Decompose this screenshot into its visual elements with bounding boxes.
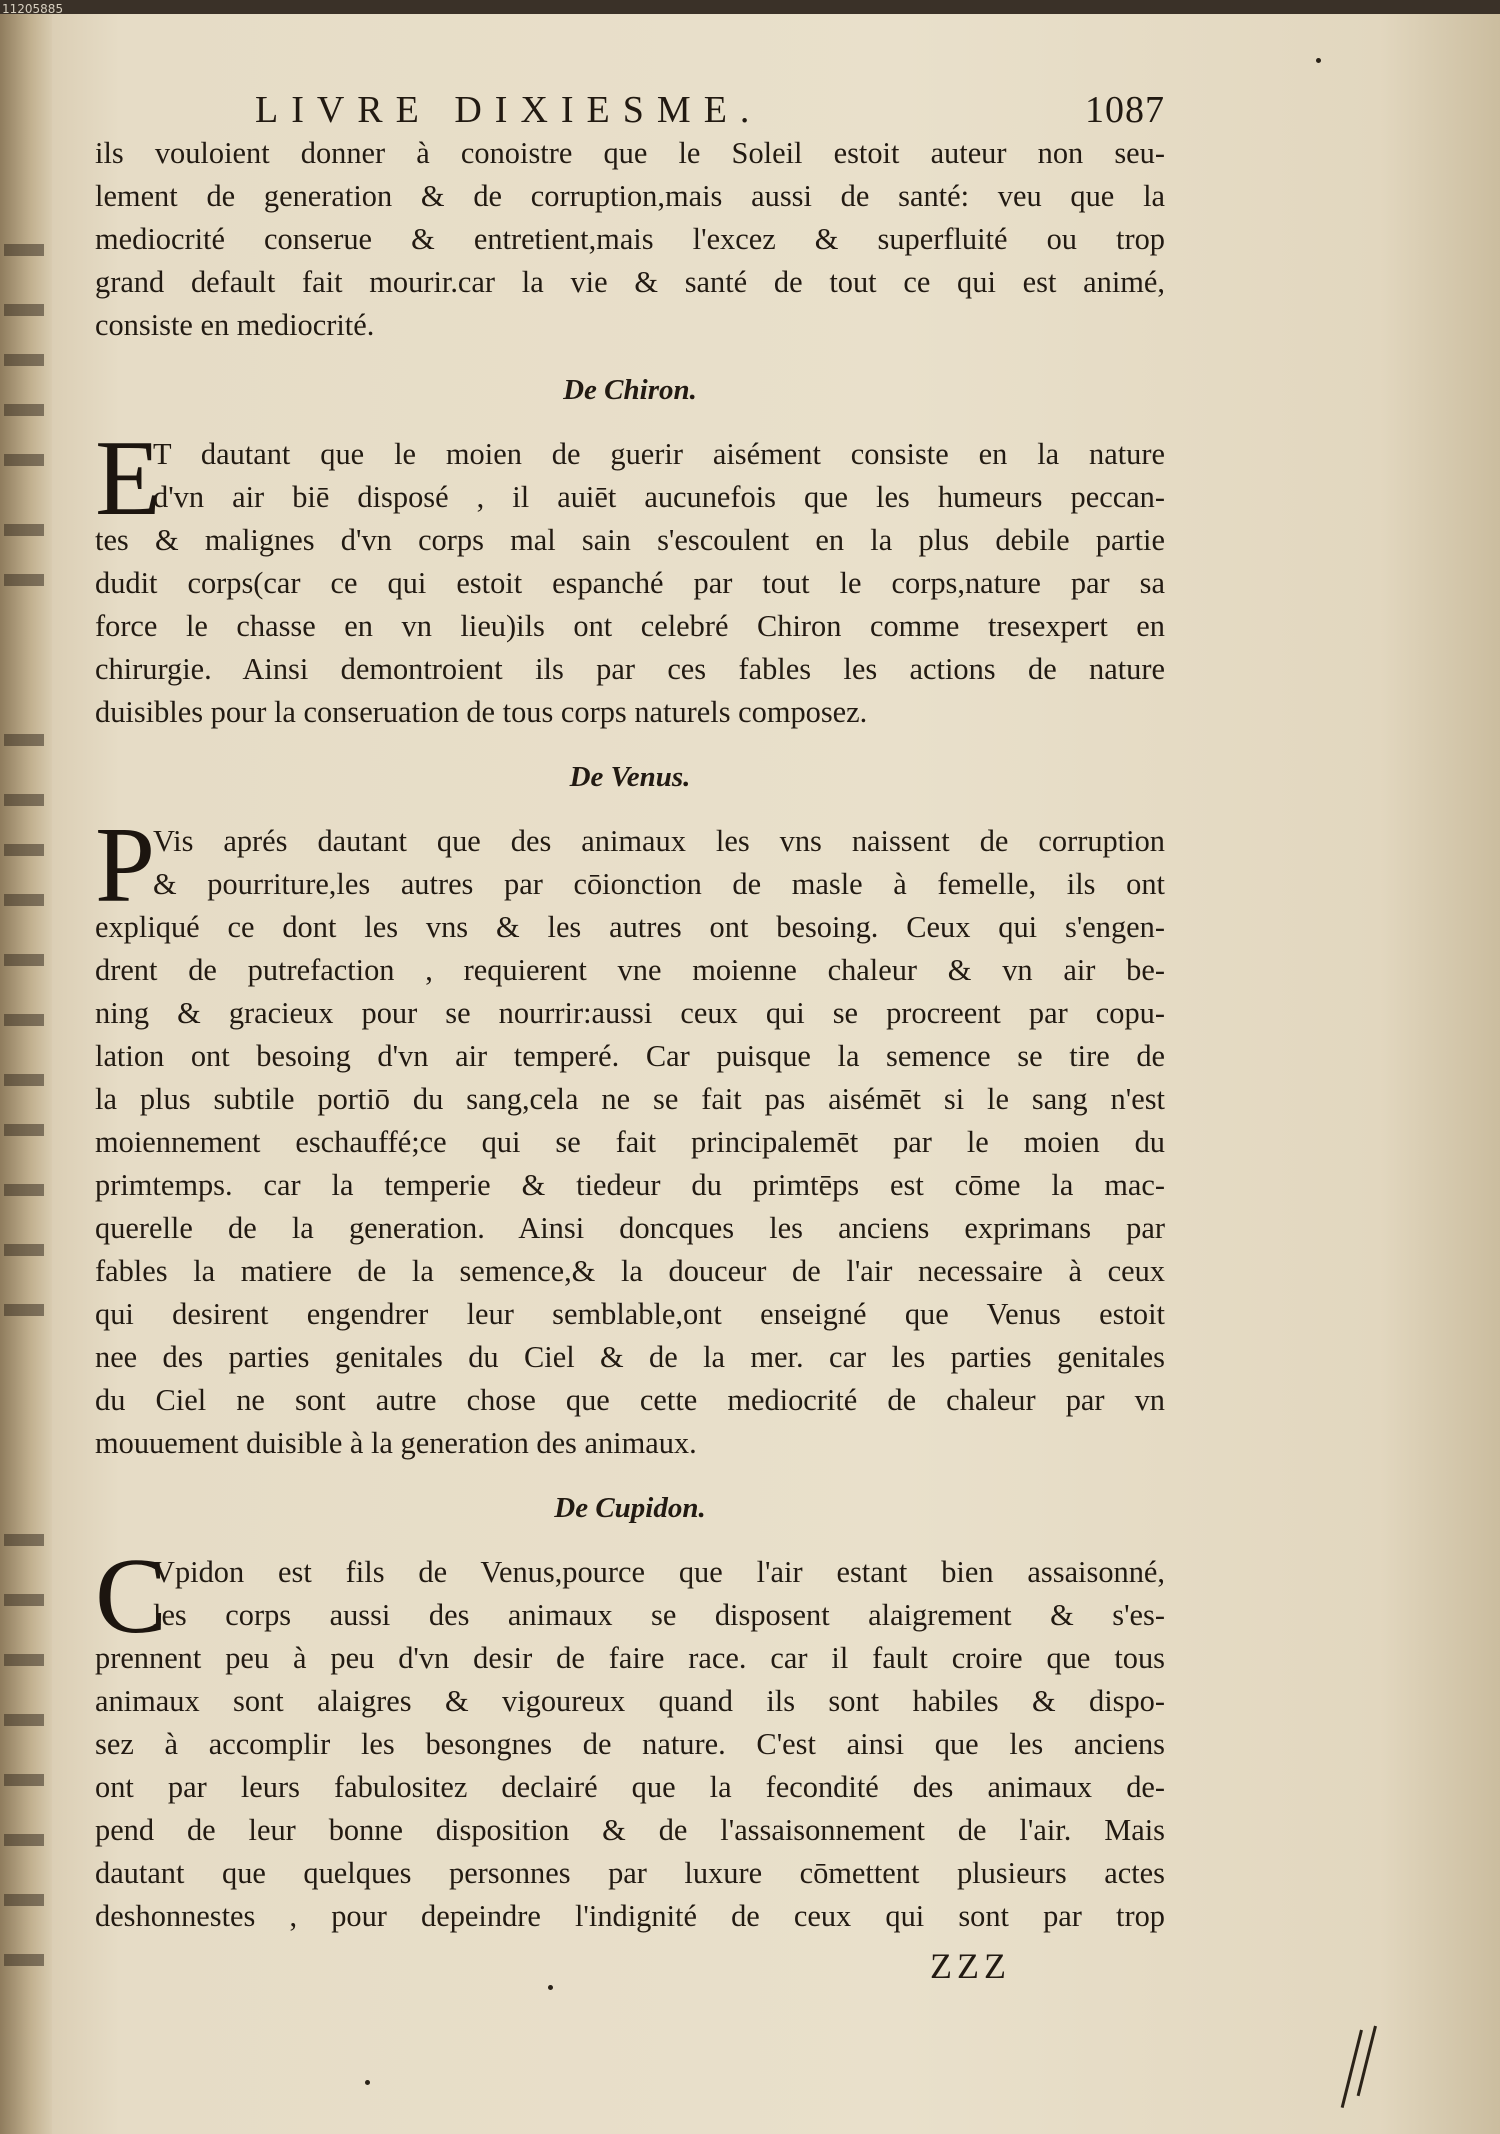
text-line: grand default fait mourir.car la vie & santé de tout ce qui est animé,	[95, 265, 1165, 299]
ink-speck	[1316, 58, 1321, 63]
bleed-through-mark	[4, 1654, 44, 1666]
bleed-through-mark	[4, 304, 44, 316]
bleed-through-mark	[4, 524, 44, 536]
ink-speck	[365, 2080, 370, 2085]
text-line: deshonnestes , pour depeindre l'indignité de ceux qui sont par trop	[95, 1899, 1165, 1933]
bleed-through-mark	[4, 1954, 44, 1966]
text-line: Vpidon est fils de Venus,pource que l'air estant bien assaisonné,	[153, 1555, 1165, 1589]
text-line: consiste en mediocrité.	[95, 308, 375, 342]
text-line: ils vouloient donner à conoistre que le Soleil estoit auteur non seu-	[95, 136, 1165, 170]
bleed-through-mark	[4, 894, 44, 906]
text-line: prennent peu à peu d'vn desir de faire race. car il fault croire que tous	[95, 1641, 1165, 1675]
section-paragraph	[95, 806, 1165, 1465]
bleed-through-mark	[4, 574, 44, 586]
drop-cap: E	[95, 419, 161, 538]
bleed-through-mark	[4, 1594, 44, 1606]
catchword: ZZZ	[930, 1946, 1011, 1986]
bleed-through-mark	[4, 404, 44, 416]
text-line: qui desirent engendrer leur semblable,ont enseigné que Venus estoit	[95, 1297, 1165, 1331]
gutter-spine	[0, 14, 52, 2134]
text-line: & pourriture,les autres par cōionction de masle à femelle, ils ont	[153, 867, 1165, 901]
bleed-through-mark	[4, 354, 44, 366]
text-line: drent de putrefaction , requierent vne moienne chaleur & vn air be-	[95, 953, 1165, 987]
text-line: force le chasse en vn lieu)ils ont celebré Chiron comme tresexpert en	[95, 609, 1165, 643]
bleed-through-mark	[4, 734, 44, 746]
text-line: lement de generation & de corruption,mais aussi de santé: veu que la	[95, 179, 1165, 213]
text-line: du Ciel ne sont autre chose que cette mediocrité de chaleur par vn	[95, 1383, 1165, 1417]
text-line: la plus subtile portiō du sang,cela ne se fait pas aisémēt si le sang n'est	[95, 1082, 1165, 1116]
text-line: Vis aprés dautant que des animaux les vns naissent de corruption	[153, 824, 1165, 858]
text-line: moiennement eschauffé;ce qui se fait principalemēt par le moien du	[95, 1125, 1165, 1159]
bleed-through-mark	[4, 794, 44, 806]
text-line: chirurgie. Ainsi demontroient ils par ces fables les actions de nature	[95, 652, 1165, 686]
bleed-through-mark	[4, 1014, 44, 1026]
page-number: 1087	[1085, 89, 1165, 131]
top-edge-shadow	[0, 0, 1500, 14]
drop-cap: C	[95, 1537, 168, 1656]
scan-id-label: 11205885	[2, 2, 64, 16]
ink-speck	[548, 1985, 553, 1990]
section-heading: De Chiron.	[563, 374, 697, 406]
text-line: primtemps. car la temperie & tiedeur du primtēps est cōme la mac-	[95, 1168, 1165, 1202]
text-line: pend de leur bonne disposition & de l'assaisonnement de l'air. Mais	[95, 1813, 1165, 1847]
bleed-through-mark	[4, 844, 44, 856]
text-line: sez à accomplir les besongnes de nature. C'est ainsi que les anciens	[95, 1727, 1165, 1761]
text-line: ning & gracieux pour se nourrir:aussi ceux qui se procreent par copu-	[95, 996, 1165, 1030]
bleed-through-mark	[4, 1304, 44, 1316]
text-line: lation ont besoing d'vn air temperé. Car puisque la semence se tire de	[95, 1039, 1165, 1073]
text-line: fables la matiere de la semence,& la douceur de l'air necessaire à ceux	[95, 1254, 1165, 1288]
bleed-through-mark	[4, 244, 44, 256]
bleed-through-mark	[4, 1714, 44, 1726]
text-block	[95, 88, 1165, 1938]
text-line: nee des parties genitales du Ciel & de la mer. car les parties genitales	[95, 1340, 1165, 1374]
text-line: tes & malignes d'vn corps mal sain s'escoulent en la plus debile partie	[95, 523, 1165, 557]
drop-cap: P	[95, 806, 156, 925]
section-paragraph	[95, 419, 1165, 734]
bleed-through-mark	[4, 1894, 44, 1906]
running-head-title: LIVRE DIXIESME.	[255, 89, 763, 131]
bleed-through-mark	[4, 954, 44, 966]
text-line: querelle de la generation. Ainsi doncques les anciens exprimans par	[95, 1211, 1165, 1245]
bleed-through-mark	[4, 1074, 44, 1086]
text-line: dudit corps(car ce qui estoit espanché par tout le corps,nature par sa	[95, 566, 1165, 600]
text-line: animaux sont alaigres & vigoureux quand ils sont habiles & dispo-	[95, 1684, 1165, 1718]
bleed-through-mark	[4, 454, 44, 466]
bleed-through-mark	[4, 1124, 44, 1136]
bleed-through-mark	[4, 1834, 44, 1846]
text-line: duisibles pour la conseruation de tous corps naturels composez.	[95, 695, 868, 729]
section-paragraph	[95, 1537, 1165, 1938]
section-heading: De Venus.	[569, 761, 691, 793]
intro-paragraph	[95, 132, 1165, 347]
text-line: les corps aussi des animaux se disposent alaigrement & s'es-	[153, 1598, 1165, 1632]
text-line: ont par leurs fabulositez declairé que la fecondité des animaux de-	[95, 1770, 1165, 1804]
bleed-through-mark	[4, 1244, 44, 1256]
text-line: mouuement duisible à la generation des animaux.	[95, 1426, 697, 1460]
bleed-through-mark	[4, 1774, 44, 1786]
running-head	[95, 88, 1165, 132]
bleed-through-mark	[4, 1184, 44, 1196]
text-line: expliqué ce dont les vns & les autres ont besoing. Ceux qui s'engen-	[95, 910, 1165, 944]
text-line: dautant que quelques personnes par luxure cōmettent plusieurs actes	[95, 1856, 1165, 1890]
text-line: T dautant que le moien de guerir aisément consiste en la nature	[153, 437, 1165, 471]
text-line: d'vn air biē disposé , il auiēt aucunefois que les humeurs peccan-	[153, 480, 1165, 514]
text-line: mediocrité conserue & entretient,mais l'excez & superfluité ou trop	[95, 222, 1165, 256]
bleed-through-mark	[4, 1534, 44, 1546]
section-heading: De Cupidon.	[554, 1492, 706, 1524]
